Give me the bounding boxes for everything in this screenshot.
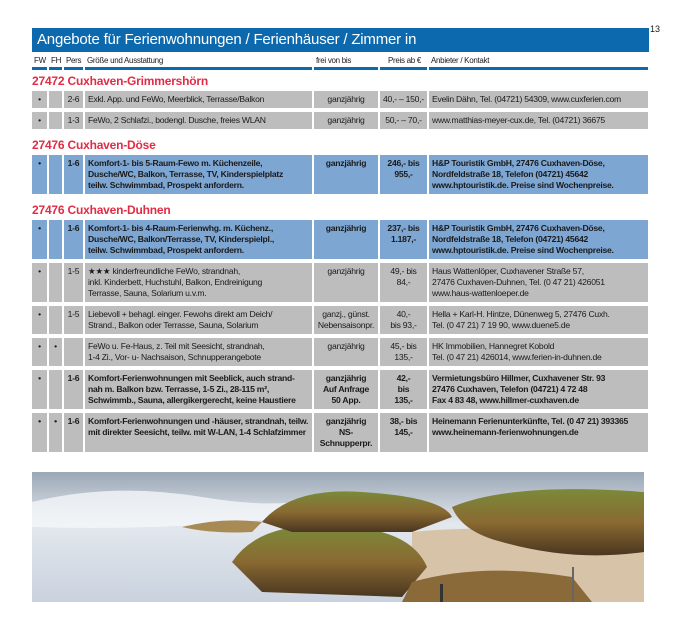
persons: 1-3 [64, 112, 83, 129]
page-title: Angebote für Ferienwohnungen / Ferienhäuser / Zimmer in [32, 28, 649, 52]
fh-marker [49, 220, 62, 259]
table-row [32, 155, 644, 194]
description: ★★★ kinderfreundliche FeWo, strandnah, inkl. Kinderbett, Huchstuhl, Balkon, Endreinigung Terrasse, Sauna, Solarium u.v.m. [85, 263, 312, 302]
availability: ganzjährig [314, 112, 378, 129]
persons: 1-5 [64, 306, 83, 334]
col-pers: Pers [64, 54, 83, 70]
table-row [32, 91, 644, 108]
table-row [32, 338, 644, 366]
availability: ganzjährig [314, 155, 378, 194]
contact: Haus Wattenlöper, Cuxhavener Straße 57, 27476 Cuxhaven-Duhnen, Tel. (0 47 21) 426051 www.haus-wattenloeper.de [429, 263, 648, 302]
fw-marker: • [32, 263, 47, 302]
listings-table [32, 54, 644, 456]
fh-marker [49, 306, 62, 334]
persons [64, 338, 83, 366]
persons: 2-6 [64, 91, 83, 108]
col-fh: FH [49, 54, 62, 70]
fw-marker: • [32, 112, 47, 129]
dune-grass-image [32, 472, 644, 602]
fw-marker: • [32, 370, 47, 409]
fw-marker: • [32, 91, 47, 108]
page-number: 13 [650, 24, 661, 34]
fh-marker: • [49, 338, 62, 366]
availability: ganzjährig Auf Anfrage 50 App. [314, 370, 378, 409]
description: Komfort-1- bis 4-Raum-Ferienwhg. m. Küchenz., Dusche/WC, Balkon/Terrasse, TV, Kinderspielpl., teilw. Schwimmbad, Prospekt anfordern. [85, 220, 312, 259]
price: 42,- bis 135,- [380, 370, 427, 409]
description: Komfort-Ferienwohnungen und -häuser, strandnah, teilw. mit direkter Seesicht, teilw. mit W-LAN, 1-4 Schlafzimmer [85, 413, 312, 452]
price: 40,- bis 93,- [380, 306, 427, 334]
contact: HK Immobilien, Hannegret Kobold Tel. (0 47 21) 426014, www.ferien-in-duhnen.de [429, 338, 648, 366]
fh-marker [49, 91, 62, 108]
col-description: Größe und Ausstattung [85, 54, 312, 70]
col-availability: frei von bis [314, 54, 378, 70]
persons: 1-5 [64, 263, 83, 302]
table-row [32, 370, 644, 409]
price: 237,- bis 1.187,- [380, 220, 427, 259]
contact: www.matthias-meyer-cux.de, Tel. (04721) 36675 [429, 112, 648, 129]
location-heading: 27476 Cuxhaven-Duhnen [32, 203, 171, 217]
availability: ganzjährig NS-Schnupperpr. [314, 413, 378, 452]
description: Komfort-Ferienwohnungen mit Seeblick, auch strand- nah m. Balkon bzw. Terrasse, 1-5 Zi., 28-115 m², Schwimmb., Sauna, allergikergerecht, keine Haustiere [85, 370, 312, 409]
persons: 1-6 [64, 370, 83, 409]
availability: ganzj., günst. Nebensaisonpr. [314, 306, 378, 334]
contact: Vermietungsbüro Hillmer, Cuxhavener Str. 93 27476 Cuxhaven, Telefon (04721) 4 72 48 Fax 4 83 48, www.hillmer-cuxhaven.de [429, 370, 648, 409]
col-contact: Anbieter / Kontakt [429, 54, 648, 70]
price: 40,- – 150,- [380, 91, 427, 108]
price: 49,- bis 84,- [380, 263, 427, 302]
contact: Evelin Dähn, Tel. (04721) 54309, www.cuxferien.com [429, 91, 648, 108]
fh-marker [49, 370, 62, 409]
fh-marker [49, 155, 62, 194]
table-row [32, 220, 644, 259]
dune-photo [32, 472, 644, 602]
price: 246,- bis 955,- [380, 155, 427, 194]
description: Exkl. App. und FeWo, Meerblick, Terrasse/Balkon [85, 91, 312, 108]
location-heading: 27472 Cuxhaven-Grimmershörn [32, 74, 209, 88]
fw-marker: • [32, 413, 47, 452]
availability: ganzjährig [314, 263, 378, 302]
description: Liebevoll + behagl. einger. Fewohs direkt am Deich/ Strand., Balkon oder Terrasse, Sauna, Solarium [85, 306, 312, 334]
fh-marker: • [49, 413, 62, 452]
availability: ganzjährig [314, 338, 378, 366]
table-row [32, 112, 644, 129]
fh-marker [49, 263, 62, 302]
description: Komfort-1- bis 5-Raum-Fewo m. Küchenzeile, Dusche/WC, Balkon, Terrasse, TV, Kinderspielplatz teilw. Schwimmbad, Prospekt anfordern. [85, 155, 312, 194]
table-row [32, 263, 644, 302]
fh-marker [49, 112, 62, 129]
column-headers [32, 54, 644, 69]
price: 38,- bis 145,- [380, 413, 427, 452]
contact: H&P Touristik GmbH, 27476 Cuxhaven-Döse, Nordfeldstraße 18, Telefon (04721) 45642 www.hptouristik.de. Preise sind Wochenpreise. [429, 220, 648, 259]
price: 50,- – 70,- [380, 112, 427, 129]
fw-marker: • [32, 220, 47, 259]
location-heading: 27476 Cuxhaven-Döse [32, 138, 156, 152]
fw-marker: • [32, 338, 47, 366]
persons: 1-6 [64, 155, 83, 194]
persons: 1-6 [64, 413, 83, 452]
availability: ganzjährig [314, 220, 378, 259]
fw-marker: • [32, 306, 47, 334]
contact: Heinemann Ferienunterkünfte, Tel. (0 47 21) 393365 www.heinemann-ferienwohnungen.de [429, 413, 648, 452]
listings-body [32, 69, 644, 452]
persons: 1-6 [64, 220, 83, 259]
fw-marker: • [32, 155, 47, 194]
col-price: Preis ab € [380, 54, 427, 70]
price: 45,- bis 135,- [380, 338, 427, 366]
description: FeWo, 2 Schlafzi., bodengl. Dusche, freies WLAN [85, 112, 312, 129]
table-row [32, 413, 644, 452]
contact: Hella + Karl-H. Hintze, Dünenweg 5, 27476 Cuxh. Tel. (0 47 21) 7 19 90, www.duene5.de [429, 306, 648, 334]
table-row [32, 306, 644, 334]
col-fw: FW [32, 54, 47, 70]
contact: H&P Touristik GmbH, 27476 Cuxhaven-Döse, Nordfeldstraße 18, Telefon (04721) 45642 www.hptouristik.de. Preise sind Wochenpreise. [429, 155, 648, 194]
description: FeWo u. Fe-Haus, z. Teil mit Seesicht, strandnah, 1-4 Zi., Vor- u- Nachsaison, Schnupperangebote [85, 338, 312, 366]
availability: ganzjährig [314, 91, 378, 108]
